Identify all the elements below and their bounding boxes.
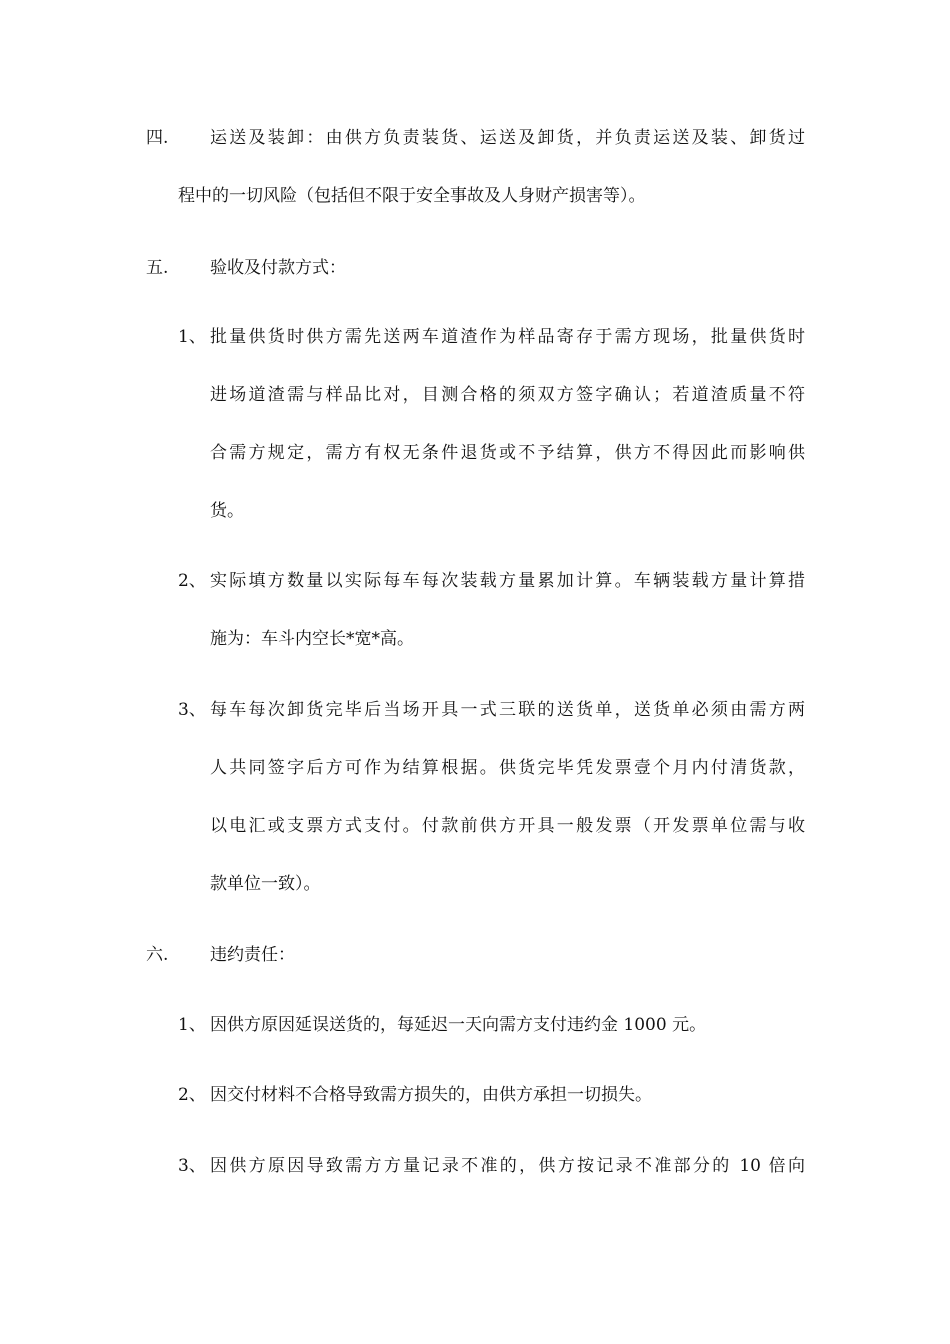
- item-text-line: 合需方规定，需方有权无条件退货或不予结算，供方不得因此而影响供: [210, 443, 805, 463]
- item-text-line: 因供方原因延误送货的，每延迟一天向需方支付违约金 1000 元。: [210, 1015, 707, 1035]
- section-text-line: 运送及装卸：由供方负责装货、运送及卸货，并负责运送及装、卸货过: [210, 128, 805, 148]
- section-heading: 违约责任：: [210, 945, 295, 965]
- item-text-line: 施为：车斗内空长*宽*高。: [210, 629, 414, 649]
- item-text-line: 每车每次卸货完毕后当场开具一式三联的送货单，送货单必须由需方两: [210, 700, 805, 720]
- item-number: 2、: [178, 1085, 206, 1105]
- item-number: 1、: [178, 327, 206, 347]
- section-number: 五.: [146, 258, 169, 278]
- item-text-line: 以电汇或支票方式支付。付款前供方开具一般发票（开发票单位需与收: [210, 816, 805, 836]
- section-heading: 验收及付款方式：: [210, 258, 346, 278]
- item-number: 3、: [178, 700, 206, 720]
- section-number: 六.: [146, 945, 169, 965]
- item-number: 1、: [178, 1015, 206, 1035]
- section-number: 四.: [146, 128, 169, 148]
- item-text-line: 款单位一致）。: [210, 874, 321, 894]
- section-text-line: 程中的一切风险（包括但不限于安全事故及人身财产损害等）。: [178, 186, 646, 206]
- item-text-line: 因供方原因导致需方方量记录不准的，供方按记录不准部分的 10 倍向: [210, 1156, 805, 1176]
- item-text-line: 批量供货时供方需先送两车道渣作为样品寄存于需方现场，批量供货时: [210, 327, 805, 347]
- item-text-line: 货。: [210, 501, 244, 521]
- item-text-line: 实际填方数量以实际每车每次装载方量累加计算。车辆装载方量计算措: [210, 571, 805, 591]
- item-number: 2、: [178, 571, 206, 591]
- item-text-line: 进场道渣需与样品比对，目测合格的须双方签字确认；若道渣质量不符: [210, 385, 805, 405]
- item-number: 3、: [178, 1156, 206, 1176]
- item-text-line: 人共同签字后方可作为结算根据。供货完毕凭发票壹个月内付清货款，: [210, 758, 805, 778]
- item-text-line: 因交付材料不合格导致需方损失的，由供方承担一切损失。: [210, 1085, 652, 1105]
